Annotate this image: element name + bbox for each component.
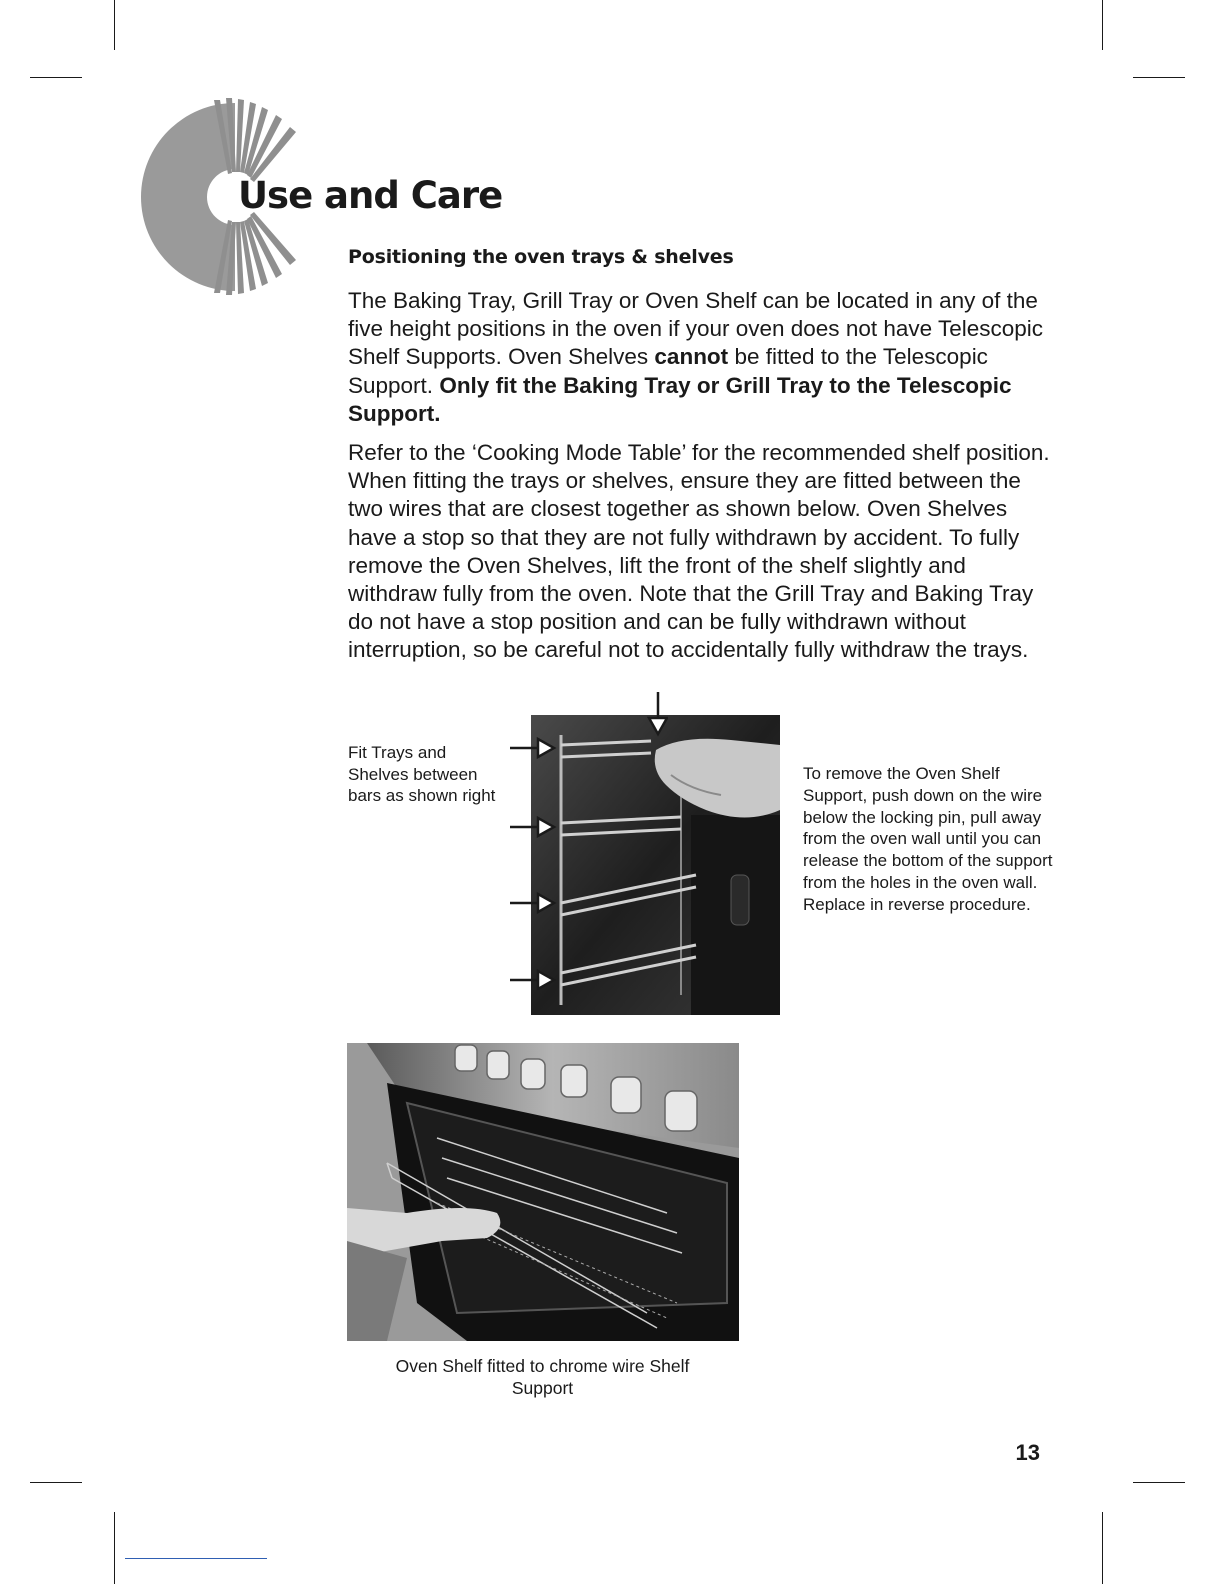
page-number: 13 (1015, 1440, 1040, 1465)
paragraph-text: be fitted to the Telescopic Support. (348, 344, 988, 398)
emphasis-cannot: cannot (654, 344, 729, 370)
right-arrow-icon (538, 818, 554, 836)
arrow-indicators (508, 690, 668, 990)
crop-mark (30, 1482, 82, 1483)
oven-shelf-caption: Oven Shelf fitted to chrome wire Shelf Support (395, 1356, 690, 1398)
crop-mark (114, 0, 115, 50)
crop-mark (30, 77, 82, 78)
right-arrow-icon (538, 894, 554, 912)
paragraph-telescopic-supports (348, 287, 1060, 428)
crop-mark (114, 1512, 115, 1584)
right-arrow-icon (538, 739, 554, 757)
remove-support-caption: To remove the Oven Shelf Support, push down on the wire below the locking pin, pull away from the oven wall until you can release the bottom of the support from the holes in the oven wall. Replace in reverse procedure. (803, 764, 1053, 914)
footer-rule (125, 1558, 267, 1559)
crop-mark (1133, 1482, 1185, 1483)
paragraph-text: The Baking Tray, Grill Tray or Oven Shelf can be located in any of the five height positions in the oven if your oven does not have Telescopic Shelf Supports. Oven Shelves (348, 288, 1044, 370)
crop-mark (1102, 0, 1103, 50)
paragraph-shelf-positioning: Refer to the ‘Cooking Mode Table’ for the recommended shelf position. When fitting the trays or shelves, ensure they are fitted between the two wires that are closest together as shown below. Oven Shelves have a stop so that they are not fully withdrawn by accident. To fully remove the Oven Shelves, lift the front of the shelf slightly and withdraw fully from the oven. Note that the Grill Tray and Baking Tray do not have a stop position and can be fully withdrawn without interruption, so be careful not to accidentally fully withdraw the trays. (348, 440, 1050, 663)
down-arrow-icon (649, 718, 667, 734)
oven-shelf-photo (347, 1043, 739, 1341)
section-title: Use and Care (238, 174, 503, 217)
page-heading: Positioning the oven trays & shelves (348, 246, 734, 268)
bold-warning: Only fit the Baking Tray or Grill Tray to the Telescopic Support. (348, 372, 1012, 426)
crop-mark (1133, 77, 1185, 78)
crop-mark (1102, 1512, 1103, 1584)
fit-trays-caption: Fit Trays and Shelves between bars as shown right (348, 743, 496, 805)
right-arrow-icon (538, 971, 554, 989)
